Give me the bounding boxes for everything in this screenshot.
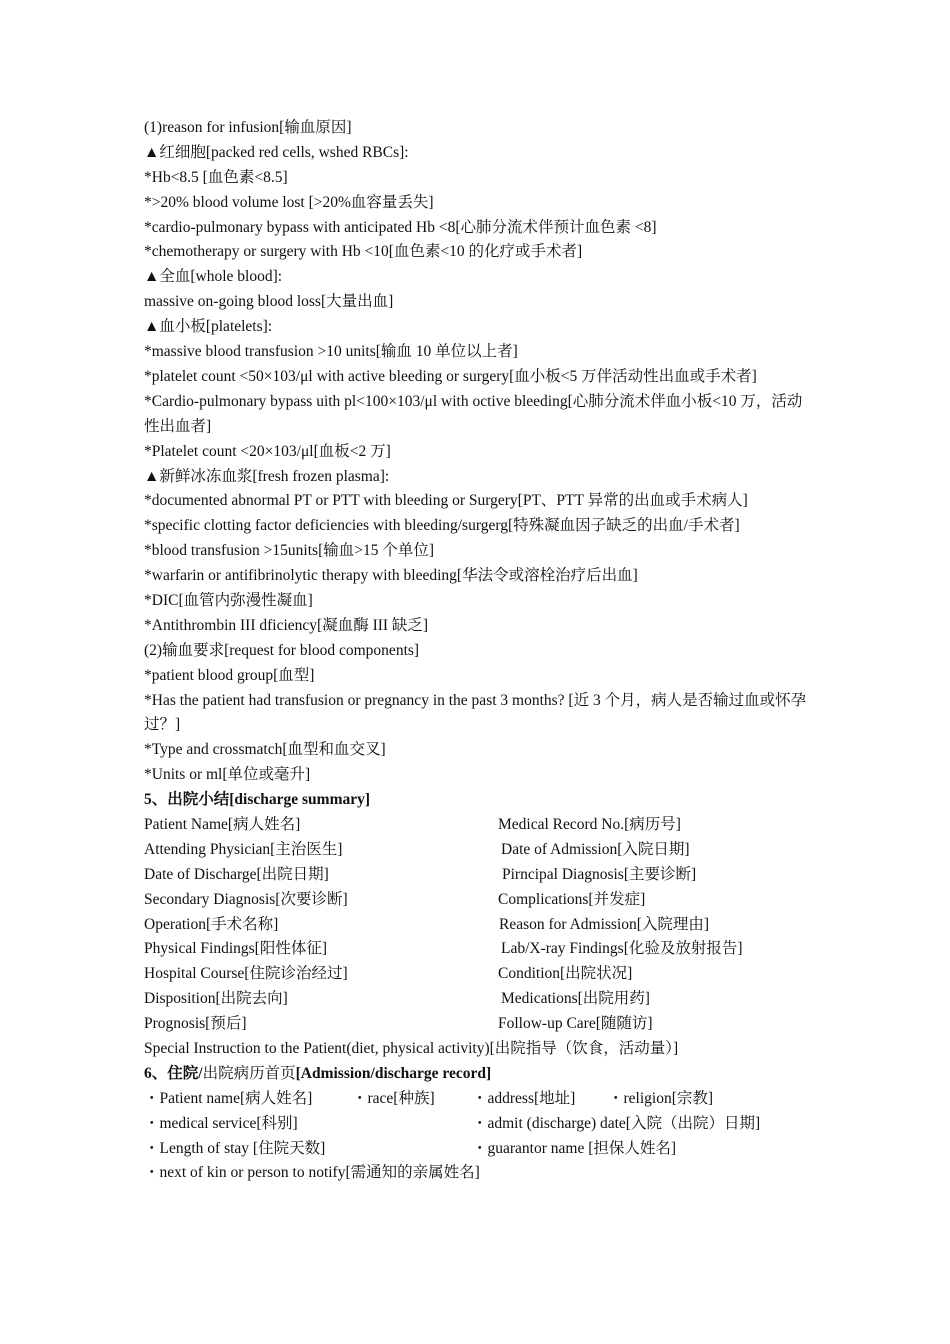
section-title-en: [discharge summary] xyxy=(229,791,371,809)
whole-blood-heading: ▲全血[whole blood]: xyxy=(144,268,283,286)
list-item: *Hb<8.5 [血色素<8.5] xyxy=(144,168,288,186)
list-item: ・next of kin or person to notify[需通知的亲属姓名] xyxy=(144,1164,480,1182)
list-item: *specific clotting factor deficiencies with bleeding/surgerg[特殊凝血因子缺乏的出血/手术者] xyxy=(144,517,740,535)
table-row xyxy=(144,838,816,863)
rbc-heading: ▲红细胞[packed red cells, wshed RBCs]: xyxy=(144,143,409,161)
field-label: Operation[手术名称] xyxy=(144,915,279,933)
field-label: Complications[并发症] xyxy=(498,890,646,908)
list-item: *patient blood group[血型] xyxy=(144,666,315,684)
special-instruction: Special Instruction to the Patient(diet, physical activity)[出院指导（饮食，活动量）] xyxy=(144,1040,679,1058)
platelets-heading: ▲血小板[platelets]: xyxy=(144,318,273,336)
field-label: ・Length of stay [住院天数] xyxy=(144,1139,326,1157)
table-row xyxy=(144,987,816,1012)
list-item: massive on-going blood loss[大量出血] xyxy=(144,293,394,311)
list-item: *warfarin or antifibrinolytic therapy with bleeding[华法令或溶栓治疗后出血] xyxy=(144,567,638,585)
list-item: *documented abnormal PT or PTT with bleeding or Surgery[PT、PTT 异常的出血或手术病人] xyxy=(144,492,748,510)
field-label: Medical Record No.[病历号] xyxy=(498,816,681,834)
list-item xyxy=(144,1112,816,1137)
field-label: Attending Physician[主治医生] xyxy=(144,840,343,858)
field-label: Hospital Course[住院诊治经过] xyxy=(144,965,348,983)
request-heading: (2)输血要求[request for blood components] xyxy=(144,641,420,659)
field-label: Date of Discharge[出院日期] xyxy=(144,865,329,883)
list-item: *cardio-pulmonary bypass with anticipated Hb <8[心肺分流术伴预计血色素 <8] xyxy=(144,218,657,236)
table-row xyxy=(144,962,816,987)
section-slash: / xyxy=(198,1064,203,1082)
field-label: Condition[出院状况] xyxy=(498,965,633,983)
field-label: Physical Findings[阳性体征] xyxy=(144,940,327,958)
field-label: Reason for Admission[入院理由] xyxy=(499,915,710,933)
field-label: Disposition[出院去向] xyxy=(144,990,288,1008)
list-item: *massive blood transfusion >10 units[输血 10 单位以上者] xyxy=(144,343,518,361)
list-item: *Has the patient had transfusion or pregnancy in the past 3 months? [近 3 个月，病人是否输过血或怀孕过？] xyxy=(144,691,807,734)
field-label: ・religion[宗教] xyxy=(608,1089,714,1107)
field-label: ・medical service[科别] xyxy=(144,1114,298,1132)
reason-title: (1)reason for infusion[输血原因] xyxy=(144,119,352,136)
admission-record-heading xyxy=(144,1062,816,1087)
list-item: *Type and crossmatch[血型和血交叉] xyxy=(144,741,386,759)
field-label: Secondary Diagnosis[次要诊断] xyxy=(144,890,348,908)
field-label: Medications[出院用药] xyxy=(501,990,650,1008)
field-label: ・race[种族] xyxy=(352,1089,435,1107)
list-item: *Cardio-pulmonary bypass uith pl<100×103/μl with octive bleeding[心肺分流术伴血小板<10 万，活动性出血者] xyxy=(144,392,803,435)
list-item xyxy=(144,1137,816,1162)
list-item: *Antithrombin III dficiency[凝血酶 III 缺乏] xyxy=(144,616,429,634)
document-body xyxy=(144,116,816,1186)
field-label: Date of Admission[入院日期] xyxy=(501,840,690,858)
field-label: ・Patient name[病人姓名] xyxy=(144,1089,313,1107)
field-label: Prognosis[预后] xyxy=(144,1015,247,1033)
list-item: *Units or ml[单位或毫升] xyxy=(144,766,311,784)
list-item: *Platelet count <20×103/μl[血板<2 万] xyxy=(144,442,391,460)
list-item: *>20% blood volume lost [>20%血容量丢失] xyxy=(144,193,434,211)
field-label: Lab/X-ray Findings[化验及放射报告] xyxy=(501,940,743,958)
field-label: Pirncipal Diagnosis[主要诊断] xyxy=(502,865,697,883)
field-label: ・guarantor name [担保人姓名] xyxy=(472,1139,677,1157)
section-number-cn: 出院病历首页 xyxy=(202,1064,296,1082)
table-row xyxy=(144,863,816,888)
table-row xyxy=(144,937,816,962)
list-item: *blood transfusion >15units[输血>15 个单位] xyxy=(144,542,435,560)
discharge-summary-heading xyxy=(144,788,816,813)
section-number: 6、住院 xyxy=(144,1064,199,1082)
section-title-en: [Admission/discharge record] xyxy=(295,1064,492,1082)
field-label: Patient Name[病人姓名] xyxy=(144,816,301,834)
table-row xyxy=(144,888,816,913)
list-item xyxy=(144,1087,816,1112)
list-item: *DIC[血管内弥漫性凝血] xyxy=(144,591,313,609)
table-row xyxy=(144,913,816,938)
list-item: *platelet count <50×103/μl with active bleeding or surgery[血小板<5 万伴活动性出血或手术者] xyxy=(144,367,757,385)
field-label: ・admit (discharge) date[入院（出院）日期] xyxy=(472,1114,761,1132)
field-label: ・address[地址] xyxy=(472,1089,576,1107)
section-number: 5、出院小结 xyxy=(144,791,230,809)
ffp-heading: ▲新鲜冰冻血浆[fresh frozen plasma]: xyxy=(144,467,390,485)
table-row xyxy=(144,813,816,838)
list-item: *chemotherapy or surgery with Hb <10[血色素<10 的化疗或手术者] xyxy=(144,243,583,261)
field-label: Follow-up Care[随随访] xyxy=(498,1015,653,1033)
table-row xyxy=(144,1012,816,1037)
